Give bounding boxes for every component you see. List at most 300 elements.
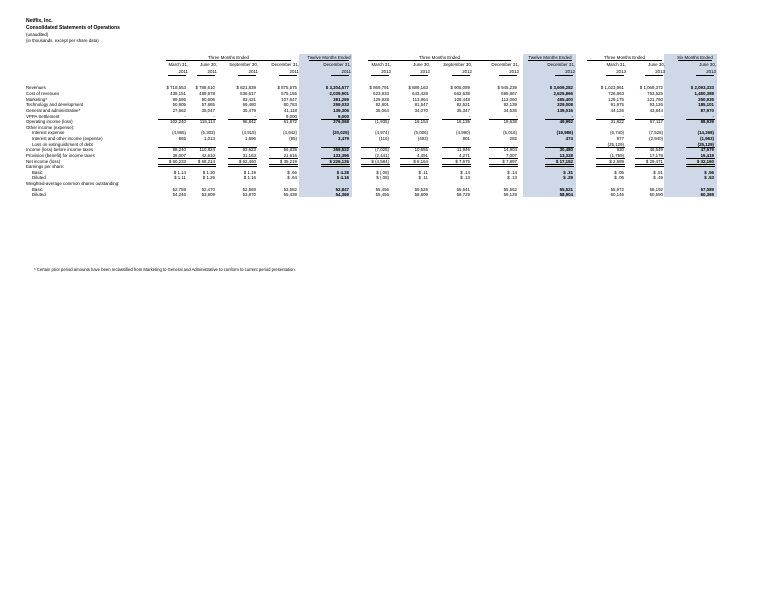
subtotal-rule <box>187 119 216 120</box>
table-cell: 381,269 <box>333 97 349 102</box>
table-cell: 44,126 <box>610 108 624 113</box>
group-underline <box>587 60 662 61</box>
table-cell: $ 7,897 <box>502 159 517 164</box>
total-rule <box>400 164 429 167</box>
table-cell: 250,935 <box>698 97 714 102</box>
column-group-header: Three Months Ended <box>418 55 460 60</box>
table-cell: 695,867 <box>501 91 517 96</box>
subtotal-rule <box>187 147 216 148</box>
table-cell: 52,470 <box>201 187 215 192</box>
table-cell: $ 1.26 <box>202 175 215 180</box>
table-cell: - <box>661 114 663 119</box>
table-cell: (4,915) <box>242 130 256 135</box>
year-underline <box>168 75 186 76</box>
table-cell: (20,025) <box>332 130 349 135</box>
statement-title: Consolidated Statements of Operations <box>26 25 120 31</box>
table-cell: $ 945,239 <box>497 85 517 90</box>
footnote: * Certain prior period amounts have been reclassified from Marketing to General and Administrative to conform to current period presentation. <box>34 267 296 272</box>
row-label: Interest and other income (expense) <box>32 136 103 141</box>
row-label: Diluted <box>32 175 46 180</box>
table-cell: $ .64 <box>287 175 297 180</box>
subtotal-rule <box>158 158 187 159</box>
table-cell: $ .05 <box>614 175 624 180</box>
table-cell: 17,178 <box>649 153 663 158</box>
table-cell: $ (4,584) <box>371 159 389 164</box>
table-cell: 93,126 <box>649 102 663 107</box>
column-header-period: June 30, <box>200 62 217 67</box>
table-cell: 56,835 <box>283 147 297 152</box>
subtotal-rule <box>158 119 187 120</box>
year-underline <box>555 75 573 76</box>
total-rule <box>489 164 518 167</box>
subtotal-rule <box>321 119 350 120</box>
table-cell: $ .11 <box>418 175 428 180</box>
table-cell: 88,939 <box>700 119 714 124</box>
table-cell: $ .56 <box>704 170 714 175</box>
subtotal-rule <box>489 147 518 148</box>
table-cell: $ 3,204,577 <box>325 85 349 90</box>
table-cell: 930 <box>616 147 624 152</box>
table-cell: (25,129) <box>697 142 714 147</box>
column-header-period: December 31, <box>491 62 519 67</box>
table-cell: $ 17,152 <box>555 159 573 164</box>
table-cell: 83,421 <box>242 97 256 102</box>
table-cell: 31,163 <box>242 153 256 158</box>
table-cell: $ 4.28 <box>336 170 349 175</box>
year-underline <box>371 75 389 76</box>
table-cell: $ 1.30 <box>202 170 215 175</box>
subtotal-rule <box>545 147 574 148</box>
row-label: Loss on extinguishment of debt <box>32 142 93 147</box>
table-cell: 376,068 <box>333 119 349 124</box>
table-cell: 139,306 <box>333 108 349 113</box>
row-label: Weighted-average common shares outstanding: <box>26 181 120 186</box>
table-cell: 98,240 <box>172 147 186 152</box>
table-cell: 58,904 <box>559 192 573 197</box>
table-cell: 536,617 <box>240 91 256 96</box>
table-cell: 41,118 <box>283 108 297 113</box>
row-label: Earnings per share: <box>26 164 65 169</box>
table-cell: 16,154 <box>414 119 428 124</box>
table-cell: $ 869,791 <box>369 85 389 90</box>
table-cell: 57,089 <box>700 187 714 192</box>
group-underline <box>368 60 511 61</box>
table-cell: 34,535 <box>503 108 517 113</box>
table-cell: 4,271 <box>459 153 470 158</box>
column-header-year: 2011 <box>207 69 217 74</box>
row-label: Basic <box>32 170 43 175</box>
table-cell: 96,842 <box>242 119 256 124</box>
table-cell: 31,822 <box>610 119 624 124</box>
table-cell: (2,441) <box>375 153 389 158</box>
total-rule <box>545 164 574 167</box>
table-cell: 113,060 <box>501 97 517 102</box>
table-cell: $ 1.16 <box>243 175 256 180</box>
table-cell: 753,525 <box>647 91 663 96</box>
table-cell: (116) <box>379 136 389 141</box>
row-label: Provision (benefit) for income taxes <box>26 153 95 158</box>
table-cell: 43,844 <box>649 108 663 113</box>
table-cell: $ .13 <box>460 175 470 180</box>
subtotal-rule <box>187 158 216 159</box>
subtotal-rule <box>686 158 715 159</box>
table-cell: $ 2,093,333 <box>690 85 714 90</box>
column-header-period: September 30, <box>443 62 472 67</box>
table-cell: - <box>387 114 389 119</box>
column-header-period: March 31, <box>606 62 626 67</box>
table-cell: 35,047 <box>201 108 215 113</box>
table-cell: 54,246 <box>172 192 186 197</box>
column-header-period: June 30, <box>648 62 665 67</box>
table-cell: 259,033 <box>333 102 349 107</box>
table-cell: 90,606 <box>201 97 215 102</box>
row-label: Diluted <box>32 192 46 197</box>
subtotal-rule <box>442 147 471 148</box>
table-cell: $ 62,460 <box>238 159 256 164</box>
table-cell: 55,521 <box>559 187 573 192</box>
table-cell: $ 7,675 <box>455 159 470 164</box>
table-cell: 1,480,388 <box>694 91 714 96</box>
table-cell: 60,590 <box>649 192 663 197</box>
table-cell: 438,151 <box>170 91 186 96</box>
table-cell: 55,562 <box>503 187 517 192</box>
total-rule <box>321 164 350 167</box>
table-cell: 93,623 <box>242 147 256 152</box>
total-rule <box>269 164 298 167</box>
table-cell: $ 226,126 <box>329 159 349 164</box>
subtotal-rule <box>361 119 390 120</box>
column-header-year: 2013 <box>706 69 716 74</box>
table-cell: 42,610 <box>201 153 215 158</box>
table-cell: 50,905 <box>172 102 186 107</box>
table-cell: 2,625,866 <box>553 91 573 96</box>
table-cell: (95) <box>289 136 297 141</box>
table-cell: 129,928 <box>373 97 389 102</box>
table-cell: - <box>622 114 624 119</box>
column-header-period: December 31, <box>323 62 351 67</box>
table-cell: 35,064 <box>375 108 389 113</box>
table-cell: 133,396 <box>333 153 349 158</box>
column-header-period: December 31, <box>271 62 299 67</box>
subtotal-rule <box>545 158 574 159</box>
table-cell: $ 35,219 <box>279 159 297 164</box>
table-cell: 82,139 <box>503 102 517 107</box>
table-cell: (25,129) <box>607 142 624 147</box>
total-rule <box>187 164 216 167</box>
table-cell: $ .29 <box>563 175 573 180</box>
table-cell: 16,135 <box>456 119 470 124</box>
table-cell: (14,268) <box>697 130 714 135</box>
table-cell: $ 875,575 <box>277 85 297 90</box>
table-cell: 107,647 <box>281 97 297 102</box>
table-cell: - <box>213 114 215 119</box>
table-cell: 11,946 <box>456 147 470 152</box>
column-header-year: 2013 <box>616 69 626 74</box>
table-cell: $ 6,164 <box>413 159 428 164</box>
column-header-year: 2012 <box>420 69 430 74</box>
year-underline <box>197 75 215 76</box>
table-cell: $ .31 <box>563 170 573 175</box>
table-cell: 55,456 <box>375 192 389 197</box>
table-cell: 9,000 <box>338 114 349 119</box>
year-underline <box>499 75 517 76</box>
table-cell: 977 <box>616 136 624 141</box>
column-group-header: Twelve Months Ended <box>307 55 351 60</box>
table-cell: (7,025) <box>375 147 389 152</box>
table-cell: 55,972 <box>610 187 624 192</box>
year-underline <box>696 75 714 76</box>
column-header-period: September 30, <box>229 62 258 67</box>
subtotal-rule <box>596 158 625 159</box>
table-cell: 57,117 <box>649 119 663 124</box>
row-label: Operating income (loss) <box>26 119 73 124</box>
table-cell: 47,579 <box>700 147 714 152</box>
table-cell: $ .14 <box>460 170 470 175</box>
subtotal-rule <box>596 119 625 120</box>
table-cell: 52,569 <box>242 187 256 192</box>
table-cell: 59,129 <box>503 192 517 197</box>
table-cell: 474 <box>565 136 573 141</box>
subtotal-rule <box>321 147 350 148</box>
row-label: Basic <box>32 187 43 192</box>
table-cell: 82,801 <box>375 102 389 107</box>
table-cell: (4,865) <box>172 130 186 135</box>
year-underline <box>410 75 428 76</box>
subtotal-rule <box>228 147 257 148</box>
column-header-period: June 30, <box>413 62 430 67</box>
table-cell: 3,479 <box>338 136 349 141</box>
table-cell: - <box>571 114 573 119</box>
table-cell: 55,541 <box>456 187 470 192</box>
total-rule <box>158 164 187 167</box>
column-header-year: 2013 <box>655 69 665 74</box>
statement-subtitle: (unaudited) <box>26 32 49 37</box>
table-cell: 14,904 <box>503 147 517 152</box>
table-cell: - <box>468 114 470 119</box>
table-cell: 53,870 <box>242 192 256 197</box>
table-cell: $ 68,214 <box>197 159 215 164</box>
table-cell: 15,419 <box>700 153 714 158</box>
row-label: Other income (expense): <box>26 125 75 130</box>
table-cell: 55,456 <box>375 187 389 192</box>
total-rule <box>686 164 715 167</box>
subtotal-rule <box>635 147 664 148</box>
table-cell: 57,865 <box>201 102 215 107</box>
table-cell: $ 1,069,372 <box>639 85 663 90</box>
table-cell: 38,007 <box>172 153 186 158</box>
table-cell: 108,448 <box>454 97 470 102</box>
table-cell: 801 <box>462 136 470 141</box>
table-cell: $ .51 <box>653 170 663 175</box>
table-cell: 102,240 <box>170 119 186 124</box>
group-underline <box>309 60 349 61</box>
table-cell: $ 905,089 <box>450 85 470 90</box>
table-cell: 662,638 <box>454 91 470 96</box>
row-label: Technology and development <box>26 102 84 107</box>
column-header-year: 2011 <box>178 69 188 74</box>
subtotal-rule <box>596 147 625 148</box>
subtotal-rule <box>361 158 390 159</box>
table-cell: $ 821,839 <box>236 85 256 90</box>
table-cell: $ 32,160 <box>696 159 714 164</box>
table-cell: 129,175 <box>608 97 624 102</box>
table-cell: 185,101 <box>698 102 714 107</box>
subtotal-rule <box>400 158 429 159</box>
table-cell: 115,114 <box>199 119 215 124</box>
table-cell: 60,369 <box>700 192 714 197</box>
subtotal-rule <box>489 158 518 159</box>
table-cell: $ 4.16 <box>336 175 349 180</box>
table-cell: 726,863 <box>608 91 624 96</box>
year-underline <box>452 75 470 76</box>
subtotal-rule <box>321 158 350 159</box>
table-cell: 99,595 <box>172 97 186 102</box>
table-cell: 52,759 <box>172 187 186 192</box>
table-cell: (5,303) <box>201 130 215 135</box>
table-cell: 9,000 <box>286 114 297 119</box>
subtotal-rule <box>489 119 518 120</box>
row-label: Interest expense <box>32 130 65 135</box>
table-cell: 27,662 <box>172 108 186 113</box>
table-cell: 54,369 <box>335 192 349 197</box>
row-label: Income (loss) before income taxes <box>26 147 94 152</box>
table-cell: 58,729 <box>456 192 470 197</box>
table-cell: (4,942) <box>283 130 297 135</box>
column-header-year: 2012 <box>509 69 519 74</box>
table-cell: $ 60,233 <box>168 159 186 164</box>
table-cell: 58,809 <box>414 192 428 197</box>
company-name: Netflix, Inc. <box>26 18 53 24</box>
column-header-year: 2011 <box>248 69 258 74</box>
table-cell: 7,007 <box>506 153 517 158</box>
table-cell: 282 <box>509 136 517 141</box>
row-label: Net income (loss) <box>26 159 61 164</box>
table-cell: (4,974) <box>375 130 389 135</box>
total-rule <box>442 164 471 167</box>
table-cell: 1,696 <box>245 136 256 141</box>
table-cell: 61,872 <box>283 119 297 124</box>
row-label: General and administrative* <box>26 108 81 113</box>
table-cell: 60,146 <box>610 192 624 197</box>
table-cell: 643,428 <box>412 91 428 96</box>
column-header-year: 2012 <box>462 69 472 74</box>
table-cell: - <box>426 114 428 119</box>
table-cell: $ .05 <box>614 170 624 175</box>
row-label: VPPA Settlement <box>26 114 60 119</box>
table-cell: (1,963) <box>700 136 714 141</box>
table-cell: 13,328 <box>559 153 573 158</box>
table-cell: 81,547 <box>414 102 428 107</box>
table-cell: 46,649 <box>649 147 663 152</box>
table-cell: 82,521 <box>456 102 470 107</box>
table-cell: $ .53 <box>704 175 714 180</box>
table-cell: 139,016 <box>557 108 573 113</box>
subtotal-rule <box>442 158 471 159</box>
subtotal-rule <box>400 147 429 148</box>
row-label: Cost of revenues <box>26 91 60 96</box>
group-underline <box>528 60 572 61</box>
table-cell: 1,013 <box>204 136 215 141</box>
table-cell: $ 788,610 <box>195 85 215 90</box>
subtotal-rule <box>269 147 298 148</box>
subtotal-rule <box>442 119 471 120</box>
table-cell: $ .11 <box>418 170 428 175</box>
column-group-header: Twelve Months Ended <box>528 55 572 60</box>
table-cell: $ .66 <box>287 170 297 175</box>
table-cell: 19,638 <box>503 119 517 124</box>
column-header-period: March 31, <box>371 62 391 67</box>
table-cell: 10,655 <box>414 147 428 152</box>
units-note: (in thousands, except per share data) <box>26 38 99 43</box>
subtotal-rule <box>361 147 390 148</box>
table-cell: 35,347 <box>456 108 470 113</box>
table-cell: 113,964 <box>412 97 428 102</box>
table-cell: $ 1.11 <box>174 175 186 180</box>
group-underline <box>166 60 291 61</box>
column-header-year: 2011 <box>289 69 299 74</box>
subtotal-rule <box>635 119 664 120</box>
table-cell: (4,990) <box>456 130 470 135</box>
table-cell: 865 <box>178 136 186 141</box>
table-cell: 52,847 <box>335 187 349 192</box>
column-group-header: Three Months Ended <box>207 55 249 60</box>
total-rule <box>228 164 257 167</box>
column-header-period: March 31, <box>168 62 188 67</box>
column-header-year: 2011 <box>341 69 351 74</box>
column-header-period: June 30, <box>699 62 716 67</box>
table-cell: 110,824 <box>199 147 215 152</box>
group-underline <box>678 60 712 61</box>
table-cell: (6,740) <box>610 130 624 135</box>
table-cell: $ 718,553 <box>166 85 186 90</box>
table-cell: (19,986) <box>556 130 573 135</box>
table-cell: 53,582 <box>283 187 297 192</box>
table-cell: $ 29,471 <box>645 159 663 164</box>
table-cell: $ 1,023,961 <box>600 85 624 90</box>
column-group-header: Three Months Ended <box>603 55 645 60</box>
table-cell: 329,008 <box>557 102 573 107</box>
column-header-period: December 31, <box>547 62 575 67</box>
table-cell: $ .49 <box>653 175 663 180</box>
column-header-year: 2012 <box>381 69 391 74</box>
table-cell: 55,439 <box>283 192 297 197</box>
total-rule <box>361 164 390 167</box>
table-cell: 21,616 <box>283 153 297 158</box>
table-cell: - <box>254 114 256 119</box>
table-cell: 87,970 <box>700 108 714 113</box>
row-label: Revenues <box>26 85 46 90</box>
table-cell: 91,975 <box>610 102 624 107</box>
table-cell: (1,759) <box>610 153 624 158</box>
table-cell: 2,039,901 <box>329 91 349 96</box>
table-cell: $ 2,689 <box>609 159 624 164</box>
table-cell: 359,522 <box>333 147 349 152</box>
table-cell: 489,978 <box>199 91 215 96</box>
table-cell: $ 3,609,282 <box>549 85 573 90</box>
subtotal-rule <box>269 119 298 120</box>
table-cell: (1,935) <box>375 119 389 124</box>
column-group-header: Six Months Ended <box>677 55 713 60</box>
column-header-year: 2012 <box>565 69 575 74</box>
table-cell: $ (.08) <box>376 175 389 180</box>
table-cell: (7,528) <box>649 130 663 135</box>
subtotal-rule <box>686 119 715 120</box>
table-cell: $ 889,163 <box>408 85 428 90</box>
table-cell: $ .14 <box>507 170 517 175</box>
table-cell: 58,192 <box>649 187 663 192</box>
table-cell: (5,016) <box>503 130 517 135</box>
table-cell: 35,479 <box>242 108 256 113</box>
